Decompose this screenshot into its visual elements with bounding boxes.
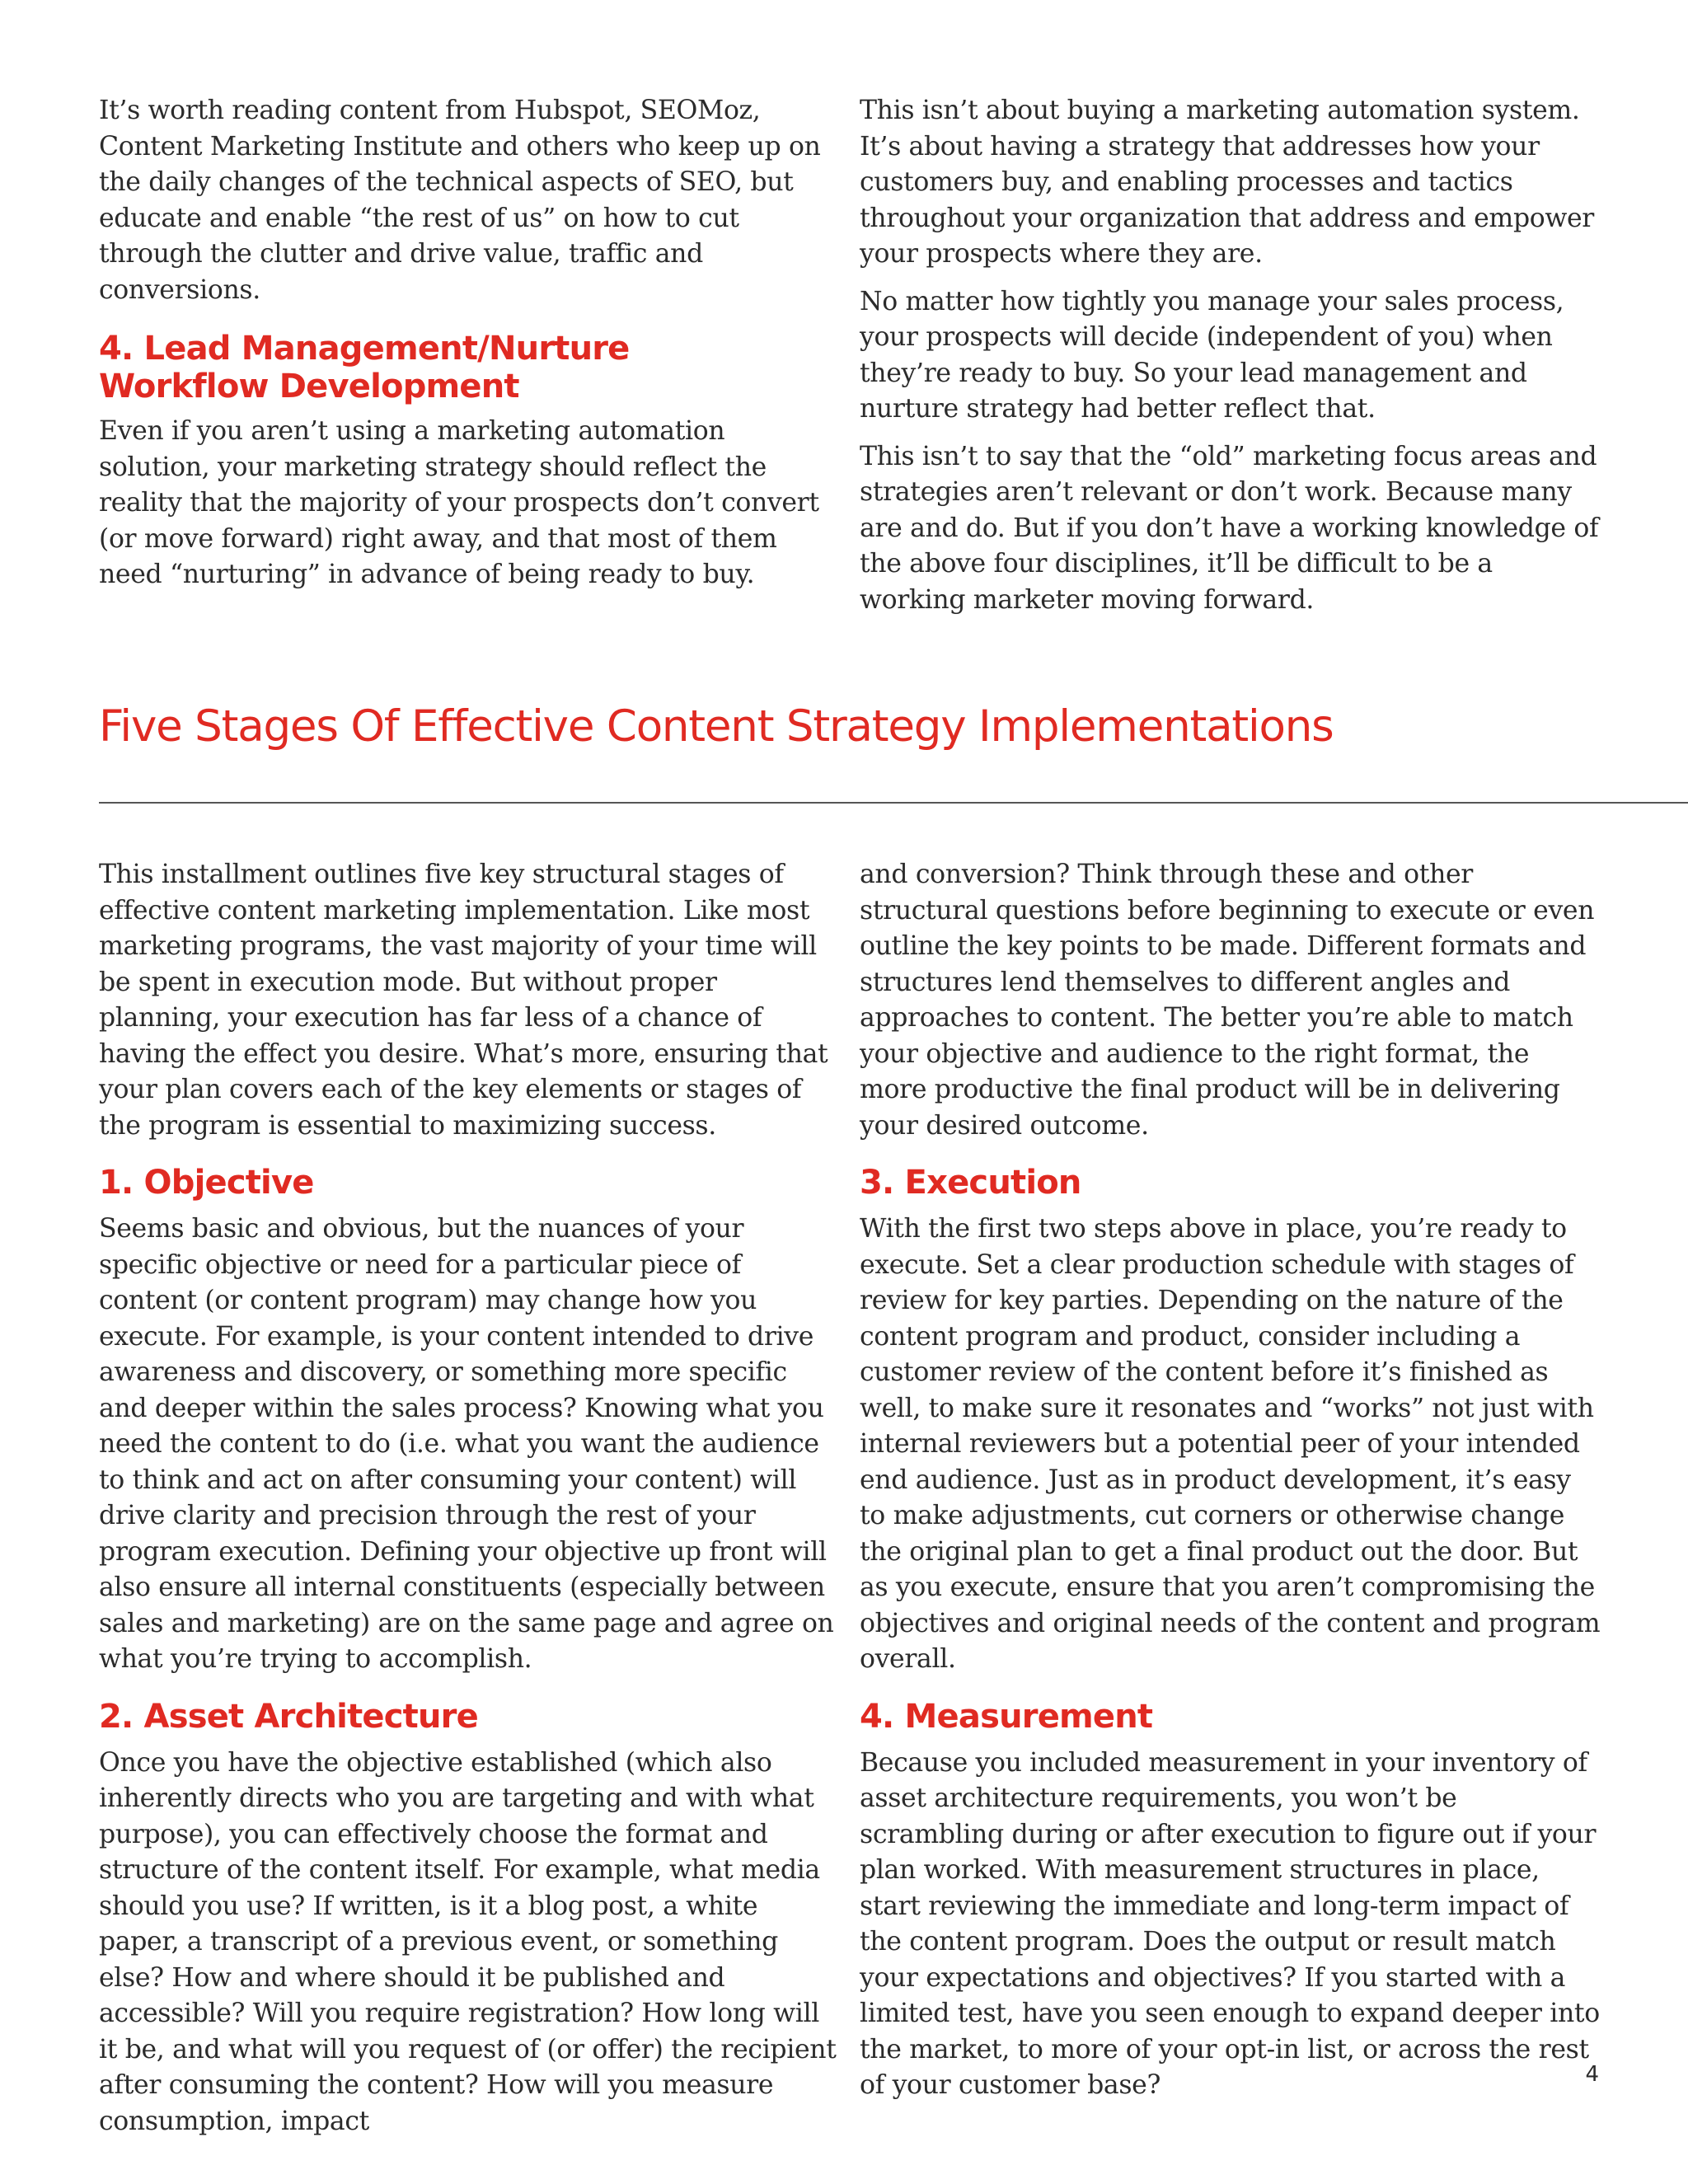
section-intro-paragraph: This installment outlines five key structural stages of effective content marketing implementation. Like most marketing programs, the vast majority of your time will be spent in execution mode. But without proper planning, your execution has far less of a chance of having the effect you desire. What’s more, ensuring that your plan covers each of the key elements or stages of the program is essential to maximizing success.	[99, 860, 828, 1141]
right-paragraph-1: This isn’t about buying a marketing automation system. It’s about having a strategy that addresses how your customers buy, and enabling processes and tactics throughout your organization that address and empower your prospects where they are.	[860, 96, 1594, 269]
lead-heading-line-1: 4. Lead Management/Nurture	[99, 330, 630, 368]
bottom-left-column	[99, 857, 841, 2151]
asset-architecture-continued: and conversion? Think through these and other structural questions before beginning to execute or even outline the key points to be made. Different formats and structures lend themselves to different angles and approaches to content. The better you’re able to match your objective and audience to the right format, the more productive the final product will be in delivering your desired outcome.	[860, 860, 1595, 1141]
top-right-column	[860, 93, 1601, 630]
objective-paragraph: Seems basic and obvious, but the nuances of your specific objective or need for a particular piece of content (or content program) may change how you execute. For example, is your content intended to drive awareness and discovery, or something more specific and deeper within the sales process? Knowing what you need the content to do (i.e. what you want the audience to think and act on after consuming your content) will drive clarity and precision through the rest of your program execution. Defining your objective up front will also ensure all internal constituents (especially between sales and marketing) are on the same page and agree on what you’re trying to accomplish.	[99, 1214, 834, 1674]
top-left-column	[99, 93, 841, 605]
lead-management-paragraph: Even if you aren’t using a marketing automation solution, your marketing strategy should reflect the reality that the majority of your prospects don’t convert (or move forward) right away, and that most of them need “nurturing” in advance of being ready to buy.	[99, 416, 819, 589]
execution-paragraph: With the first two steps above in place, you’re ready to execute. Set a clear production schedule with stages of review for key parties. Depending on the nature of the content program and product, consider including a customer review of the content before it’s finished as well, to make sure it resonates and “works” not just with internal reviewers but a potential peer of your intended end audience. Just as in product development, it’s easy to make adjustments, cut corners or otherwise change the original plan to get a final product out the door. But as you execute, ensure that you aren’t compromising the objectives and original needs of the content and program overall.	[860, 1214, 1601, 1674]
intro-paragraph: It’s worth reading content from Hubspot, SEOMoz, Content Marketing Institute and others who keep up on the daily changes of the technical aspects of SEO, but educate and enable “the rest of us” on how to cut through the clutter and drive value, traffic and conversions.	[99, 96, 821, 305]
asset-architecture-paragraph: Once you have the objective established (which also inherently directs who you are targeting and with what purpose), you can effectively choose the format and structure of the content itself. For example, what media should you use? If written, is it a blog post, a white paper, a transcript of a previous event, or something else? How and where should it be published and accessible? Will you require registration? How long will it be, and what will you request of (or offer) the recipient after consuming the content? How will you measure consumption, impact	[99, 1747, 837, 2136]
right-paragraph-3: This isn’t to say that the “old” marketing focus areas and strategies aren’t relevant or don’t work. Because many are and do. But if you don’t have a working knowledge of the above four disciplines, it’ll be difficult to be a working marketer moving forward.	[860, 441, 1599, 615]
measurement-heading: 4. Measurement	[860, 1697, 1153, 1736]
bottom-right-column	[860, 857, 1601, 2116]
section-divider	[99, 802, 1688, 804]
lead-heading-line-2: Workflow Development	[99, 368, 519, 405]
asset-architecture-heading: 2. Asset Architecture	[99, 1697, 478, 1736]
objective-heading: 1. Objective	[99, 1164, 314, 1202]
section-title: Five Stages Of Effective Content Strategy Implementations	[99, 701, 1334, 752]
lead-management-heading	[99, 330, 841, 405]
measurement-paragraph: Because you included measurement in your inventory of asset architecture requirements, you won’t be scrambling during or after execution to figure out if your plan worked. With measurement structures in place, start reviewing the immediate and long-term impact of the content program. Does the output or result match your expectations and objectives? If you started with a limited test, have you seen enough to expand deeper into the market, to more of your opt-in list, or across the rest of your customer base?	[860, 1747, 1600, 2100]
page-number: 4	[1585, 2062, 1599, 2087]
execution-heading: 3. Execution	[860, 1164, 1081, 1202]
right-paragraph-2: No matter how tightly you manage your sales process, your prospects will decide (independent of you) when they’re ready to buy. So your lead management and nurture strategy had better reflect that.	[860, 286, 1564, 424]
